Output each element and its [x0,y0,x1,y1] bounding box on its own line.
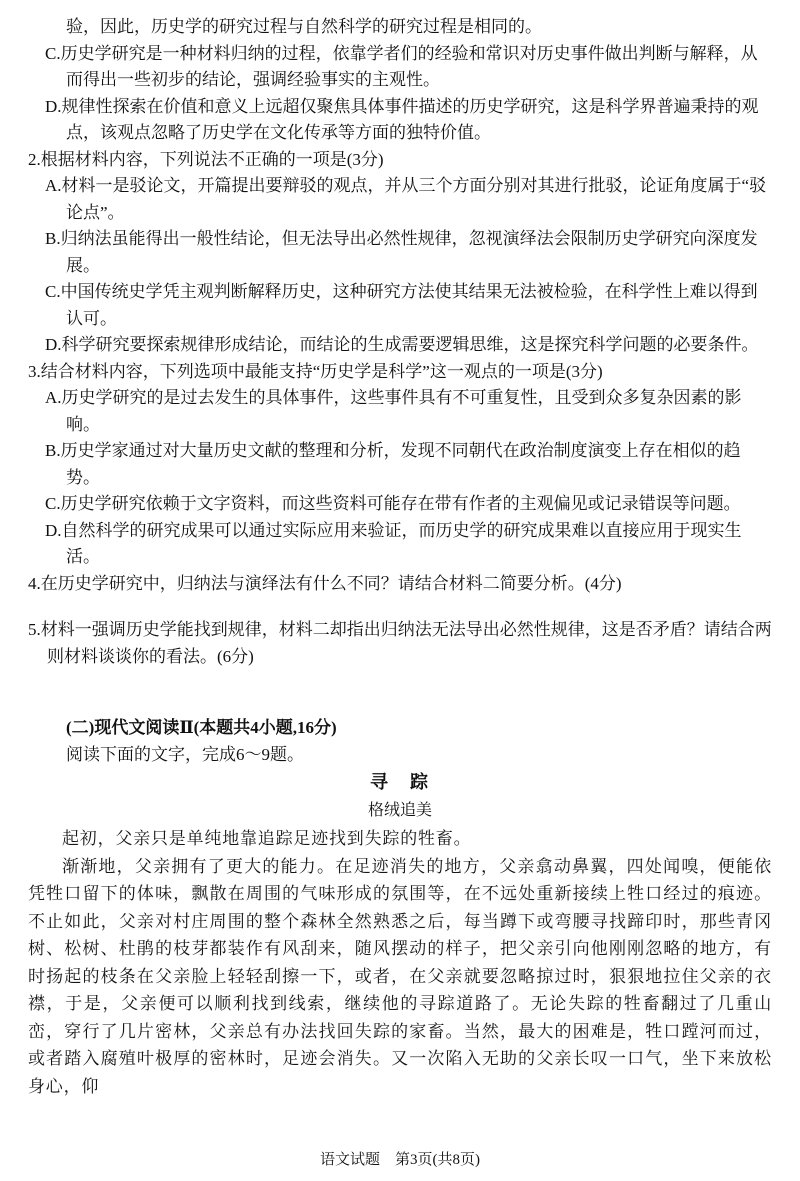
option-row [45,518,772,571]
option-label: C. [45,494,61,513]
option-label: B. [45,229,61,248]
reading-one-questions [28,14,772,670]
question-5-stem: 5.材料一强调历史学能找到规律，材料二却指出归纳法无法导出必然性规律，这是否矛盾？请结合两则材料谈谈你的看法。(6分) [28,620,772,666]
story-title: 寻 踪 [370,772,430,792]
question-2-stem: 2.根据材料内容，下列说法不正确的一项是(3分) [28,149,384,169]
story-paragraph: 渐渐地，父亲拥有了更大的能力。在足迹消失的地方，父亲翕动鼻翼，四处闻嗅，便能依凭牲口留下的体味，飘散在周围的气味形成的氛围等，在不远处重新接续上牲口经过的痕迹。不止如此，父亲对村庄周围的整个森林全然熟悉之后，每当蹲下或弯腰寻找蹄印时，那些青冈树、松树、杜鹃的枝芽都装作有风刮来，随风摆动的样子，把父亲引向他刚刚忽略的地方，有时扬起的枝条在父亲脸上轻轻刮擦一下，或者，在父亲就要忽略掠过时，狠狠地拉住父亲的衣襟，于是，父亲便可以顺利找到线索，继续他的寻踪道路了。无论失踪的牲畜翻过了几重山峦，穿行了几片密林，父亲总有办法找回失踪的家畜。当然，最大的困难是，牲口蹚河而过，或者踏入腐殖叶极厚的密林时，足迹会消失。又一次陷入无助的父亲长叹一口气，坐下来放松身心，仰 [28,856,772,1096]
option-row [45,438,772,491]
option-row [45,41,772,94]
section-header: (二)现代文阅读Ⅱ(本题共4小题,16分) [66,718,337,737]
option-text: 历史学研究是一种材料归纳的过程，依靠学者们的经验和常识对历史事件做出判断与解释，从而得出一些初步的结论，强调经验事实的主观性。 [60,43,758,89]
option-row [45,94,772,147]
option-text: 中国传统史学凭主观判断解释历史，这种研究方法使其结果无法被检验，在科学性上难以得到认可。 [60,282,758,328]
option-row [45,226,772,279]
section-instruction: 阅读下面的文字，完成6～9题。 [66,745,304,764]
option-text: 历史学研究的是过去发生的具体事件，这些事件具有不可重复性，且受到众多复杂因素的影响。 [61,388,742,434]
option-text: 历史学家通过对大量历史文献的整理和分析，发现不同朝代在政治制度演变上存在相似的趋势。 [60,441,741,487]
option-row [45,385,772,438]
option-text: 历史学研究依赖于文字资料，而这些资料可能存在带有作者的主观偏见或记录错误等问题。 [60,494,741,513]
option-text: 科学研究要探索规律形成结论，而结论的生成需要逻辑思维，这是探究科学问题的必要条件。 [61,335,759,354]
option-label: C. [45,43,61,63]
option-label: A. [45,176,62,195]
question-4-stem: 4.在历史学研究中，归纳法与演绎法有什么不同？请结合材料二简要分析。(4分) [28,573,622,593]
reading-two-section [28,714,772,1100]
option-label: A. [45,388,62,407]
option-label: D. [45,335,62,354]
story-body [28,825,772,1100]
question-3-stem: 3.结合材料内容，下列选项中最能支持“历史学是科学”这一观点的一项是(3分) [28,361,603,381]
option-label: C. [45,282,61,301]
carryover-line: 验，因此，历史学的研究过程与自然科学的研究过程是相同的。 [66,17,542,36]
option-text: 规律性探索在价值和意义上远超仅聚焦具体事件描述的历史学研究，这是科学界普遍秉持的观点，该观点忽略了历史学在文化传承等方面的独特价值。 [61,96,759,142]
story-author: 格绒追美 [367,802,432,819]
page-footer: 语文试题 第3页(共8页) [320,1152,480,1168]
option-row [45,173,772,226]
option-row [45,279,772,332]
option-text: 材料一是驳论文，开篇提出要辩驳的观点，并从三个方面分别对其进行批驳，论证角度属于“驳论点”。 [61,176,767,222]
story-paragraph: 起初，父亲只是单纯地靠追踪足迹找到失踪的牲畜。 [62,829,472,848]
option-row [45,491,772,518]
option-label: D. [45,520,62,540]
option-label: B. [45,441,61,460]
option-text: 自然科学的研究成果可以通过实际应用来验证，而历史学的研究成果难以直接应用于现实生活。 [61,520,742,566]
option-label: D. [45,96,62,116]
option-text: 归纳法虽能得出一般性结论，但无法导出必然性规律，忽视演绎法会限制历史学研究向深度发展。 [60,229,758,275]
option-row [45,332,772,359]
